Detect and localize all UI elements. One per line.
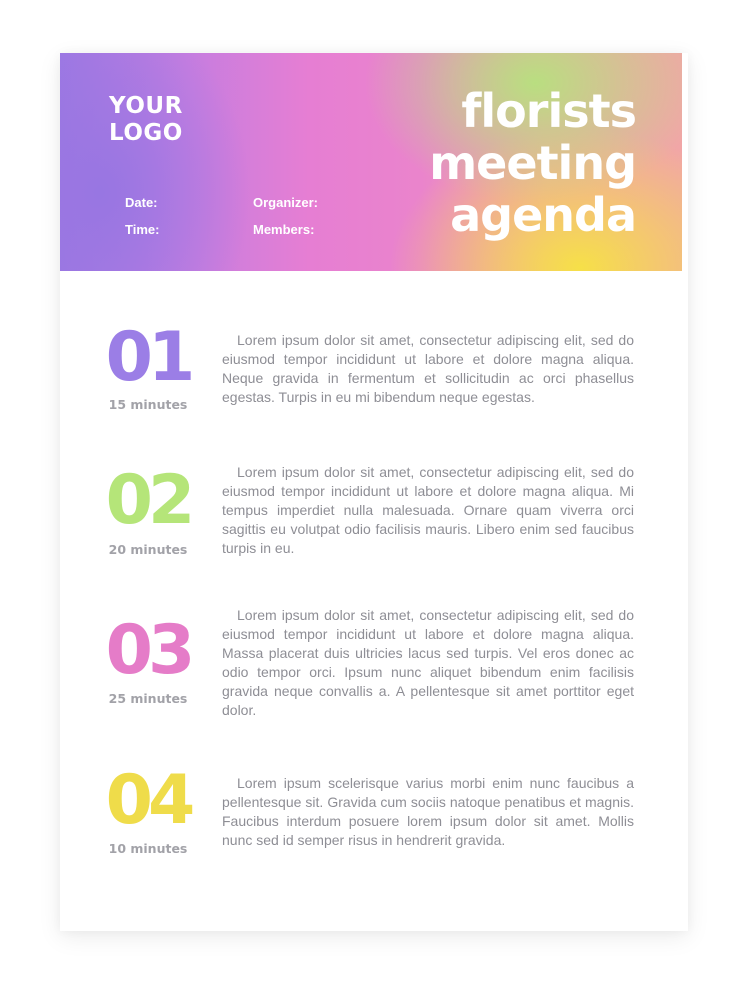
- item-description: Lorem ipsum dolor sit amet, consectetur adipiscing elit, sed do eiusmod tempor incididunt ut labore et dolore magna aliqua. Massa placerat duis ultricies lacus sed turpis. Vel eros donec ac odio tempor orci. Ipsum nunc aliquet bibendum enim facilisis gravida neque convallis a. A pellentesque sit amet porttitor eget dolor.: [222, 607, 634, 718]
- title-line-2: meeting: [429, 136, 636, 190]
- item-number: 03: [105, 611, 191, 690]
- title-line-3: agenda: [450, 188, 636, 242]
- date-label: Date:: [125, 195, 158, 210]
- item-description: Lorem ipsum scelerisque varius morbi enim nunc faucibus a pellentesque sit. Gravida cum sociis natoque penatibus et magnis. Faucibus interdum posuere lorem ipsum dolor sit amet. Mollis nunc sed id semper risus in hendrerit gravida.: [222, 775, 634, 848]
- title-line-1: florists: [461, 84, 636, 138]
- item-duration: 25 minutes: [108, 691, 188, 706]
- organizer-label: Organizer:: [253, 195, 319, 210]
- header-banner: [60, 53, 682, 271]
- time-label: Time:: [125, 222, 160, 237]
- agenda-page: [60, 53, 688, 931]
- logo-line-2: LOGO: [109, 120, 183, 146]
- item-description: Lorem ipsum dolor sit amet, consectetur adipiscing elit, sed do eiusmod tempor incididunt ut labore et dolore magna aliqua. Mi tempus imperdiet nulla malesuada. Ornare quam viverra orci sagittis eu volutpat odio facilisis mauris. Libero enim sed faucibus turpis in eu.: [222, 464, 634, 556]
- item-number: 04: [105, 761, 191, 840]
- item-duration: 15 minutes: [108, 397, 188, 412]
- logo-line-1: YOUR: [109, 93, 183, 119]
- agenda-title: [429, 85, 636, 241]
- members-label: Members:: [253, 222, 315, 237]
- item-description: Lorem ipsum dolor sit amet, consectetur adipiscing elit, sed do eiusmod tempor incididunt ut labore et dolore magna aliqua. Neque gravida in fermentum et sollicitudin ac orci phasellus egestas. Turpis in eu mi bibendum neque egestas.: [222, 332, 634, 405]
- item-duration: 20 minutes: [108, 542, 188, 557]
- logo-placeholder: [109, 93, 183, 147]
- item-number: 02: [105, 461, 191, 540]
- item-number: 01: [105, 318, 191, 397]
- item-duration: 10 minutes: [108, 841, 188, 856]
